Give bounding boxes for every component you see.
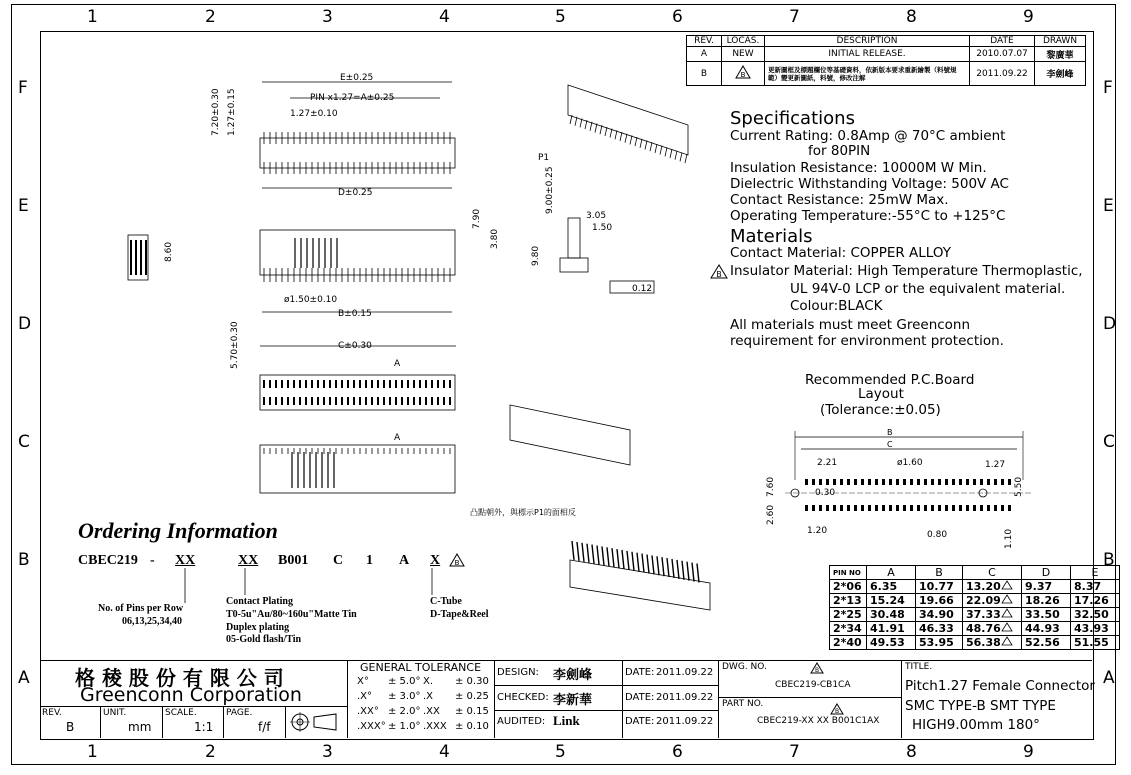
pin-dimension-table [829,565,1120,650]
dim-127-height: 1.27±0.15 [227,88,237,136]
part-no-value: CBEC219-XX XX B001C1AX [757,716,880,726]
pin-header-e: E [1071,566,1120,580]
rev-value: A [687,47,722,62]
zone-col-bottom: 4 [439,742,450,762]
page-value: f/f [258,720,271,734]
locas-value: NEW [722,47,765,62]
pin-table-cell: 19.66 [916,594,963,608]
ordering-plating-1: T0-5u"Au/80~160u"Matte Tin [226,609,357,620]
design-value: 李劍峰 [553,668,593,683]
note-p1-orientation: 凸點朝外，與標示P1的面相反 [470,508,576,517]
dim-860: 8.60 [164,241,174,262]
divider [494,710,718,711]
ordering-pack-1: C-Tube [430,596,462,607]
pcb-layout-title: Recommended P.C.Board [805,372,975,388]
pin-table-cell: 18.26 [1022,594,1071,608]
zone-row-left: E [18,196,29,216]
ordering-plating-label: Contact Plating [226,596,293,607]
pin-table-cell: 32.50 [1071,608,1120,622]
spec-current-rating-note: for 80PIN [808,143,871,159]
material-insulator: Insulator Material: High Temperature Thermoplastic, [730,263,1083,279]
ordering-code-part: XX [238,553,259,568]
pcb-pad-row-top [805,479,1011,485]
audited-date-value: 2011.09.22 [656,716,714,727]
pcb-dim-030: 0.30 [815,488,836,498]
dwg-revision-triangle-icon [810,662,824,674]
rev-value: B [66,720,75,734]
ordering-code-part: B001 [278,553,309,568]
label-p1: P1 [538,153,550,163]
ordering-pack-2: D-Tape&Reel [430,609,489,620]
zone-col-top: 4 [439,7,450,27]
svg-text:B: B [716,270,722,279]
pin-revision-triangle-icon [1001,580,1013,590]
svg-text:B: B [454,559,460,567]
dim-380: 3.80 [490,228,500,249]
date-value: 2010.07.07 [970,47,1035,62]
pcb-dim-550: 5.50 [1014,476,1024,497]
divider [622,660,623,738]
zone-row-left: B [18,550,30,570]
dim-570: 5.70±0.30 [230,321,240,369]
design-label: DESIGN: [497,667,539,678]
tolerance-cell: .X° [357,691,373,702]
description-value: 更新圖框及標題欄位等基礎資料，依新版本要求重新繪製（料號規範）變更新圖紙，料號，修改注解 [765,62,970,86]
zone-col-top: 7 [789,7,800,27]
ordering-pins-label: No. of Pins per Row [98,603,184,614]
dwg-no-label: DWG. NO. [722,662,767,672]
pin-header-b: B [916,566,963,580]
connector-iso-lower [560,535,720,615]
materials-note-1: All materials must meet Greenconn [730,317,971,333]
tolerance-cell: .XX° [357,706,379,717]
locas-header: LOCAS. [722,36,765,47]
dim-305: 3.05 [586,211,607,221]
projection-symbol-icon [290,710,342,734]
ordering-plating-3: 05-Gold flash/Tin [226,634,302,645]
pin-table-header [830,566,1120,580]
tolerance-cell: ± 1.0° [388,721,421,732]
pin-revision-triangle-icon [1001,622,1013,632]
tolerance-cell: ± 0.25 [455,691,489,702]
dim-flatness: 0.12 [632,284,653,294]
dim-pin-pitch: PIN x1.27=A±0.25 [310,93,395,103]
tolerance-cell: X. [423,676,434,687]
zone-row-right: E [1103,196,1114,216]
pcb-dim-080: 0.80 [927,530,948,540]
audited-value: Link [553,713,580,728]
pin-table-cell: 53.95 [916,636,963,650]
zone-row-left: A [18,668,30,688]
pcb-dim-127: 1.27 [985,460,1006,470]
zone-col-top: 6 [672,7,683,27]
description-value: INITIAL RELEASE. [765,47,970,62]
material-contact: Contact Material: COPPER ALLOY [730,245,951,261]
spec-dielectric: Dielectric Withstanding Voltage: 500V AC [730,176,1009,192]
pcb-layout-tolerance: (Tolerance:±0.05) [820,402,941,418]
rev-value: B [687,62,722,86]
pcb-dim-b: B [887,428,893,437]
revision-triangle-icon [735,65,751,79]
mechanical-drawings [164,70,720,530]
spec-contact-resistance: Contact Resistance: 25mW Max. [730,192,949,208]
pin-table-cell: 10.77 [916,580,963,594]
checked-date-label: DATE: [625,692,655,703]
dim-900: 9.00±0.25 [545,166,555,214]
pcb-dim-120: 1.20 [807,526,828,536]
ordering-pins-values: 06,13,25,34,40 [122,616,182,627]
pin-table-cell: 22.09 [963,594,1022,608]
company-name-en: Greenconn Corporation [80,684,302,706]
spec-operating-temp: Operating Temperature:-55°C to +125°C [730,208,1006,224]
dim-d: D±0.25 [338,188,373,198]
pcb-layout-title-2: Layout [858,386,904,402]
tolerance-cell: X° [357,676,369,687]
drawn-value: 黎廣華 [1035,47,1086,62]
date-header: DATE [970,36,1035,47]
pin-table-cell: 43.93 [1071,622,1120,636]
divider [901,660,902,738]
pin-table-cell: 51.55 [1071,636,1120,650]
dim-150-width: 1.50 [592,223,613,233]
pin-table-cell: 15.24 [867,594,916,608]
drawn-header: DRAWN [1035,36,1086,47]
pin-table-cell: 34.90 [916,608,963,622]
divider [718,697,901,698]
pin-table-row [830,594,1120,608]
revision-table [686,35,1086,86]
title-line-1: Pitch1.27 Female Connector [905,678,1095,694]
spec-current-rating: Current Rating: 0.8Amp @ 70°C ambient [730,128,1006,144]
spec-insulation: Insulation Resistance: 10000M W Min. [730,160,987,176]
drawn-value: 李劍峰 [1035,62,1086,86]
ordering-code-part: XX [175,553,196,568]
pin-table-cell: 9.37 [1022,580,1071,594]
rev-header: REV. [687,36,722,47]
ordering-code-part: 1 [366,553,373,568]
pin-header-c: C [963,566,1022,580]
ordering-plating-2: Duplex plating [226,622,290,633]
pin-table-row [830,608,1120,622]
tolerance-cell: .X [423,691,434,702]
locas-value [722,62,765,86]
divider [718,660,719,738]
pcb-pad-row-bottom [805,505,1011,511]
revision-header-row [687,36,1086,47]
tolerance-cell: .XX [423,706,440,717]
divider [494,660,495,738]
pin-table-cell: 6.35 [867,580,916,594]
pin-table-cell: 52.56 [1022,636,1071,650]
divider [100,706,101,738]
pin-table-cell: 2*13 [830,594,867,608]
tolerance-cell: .XXX [423,721,447,732]
zone-col-top: 9 [1023,7,1034,27]
dim-720: 7.20±0.30 [211,88,221,136]
pin-table-cell: 56.38 [963,636,1022,650]
divider [347,660,348,738]
tolerance-cell: ± 0.15 [455,706,489,717]
pin-table-cell: 37.33 [963,608,1022,622]
pcb-dim-hole: ø1.60 [897,458,923,468]
zone-col-top: 3 [322,7,333,27]
pin-table-cell: 30.48 [867,608,916,622]
materials-heading: Materials [730,226,813,247]
zone-row-left: C [18,432,30,452]
checked-date-value: 2011.09.22 [656,692,714,703]
zone-row-right: A [1103,668,1115,688]
material-colour: Colour:BLACK [790,298,883,314]
pin-table-cell: 49.53 [867,636,916,650]
dim-980: 9.80 [531,245,541,266]
materials-note-2: requirement for environment protection. [730,333,1004,349]
part-revision-triangle-icon [830,703,844,715]
dim-790: 7.90 [472,208,482,229]
pin-table-cell: 46.33 [916,622,963,636]
pin-table-cell: 44.93 [1022,622,1071,636]
tolerance-title: GENERAL TOLERANCE [360,661,482,674]
zone-row-right: F [1103,78,1113,98]
svg-text:B: B [740,71,746,79]
revision-row-a [687,47,1086,62]
scale-value: 1:1 [194,720,214,734]
pcb-dim-c: C [887,440,893,449]
zone-col-top: 8 [906,7,917,27]
pin-table-cell: 2*25 [830,608,867,622]
pin-header-d: D [1022,566,1071,580]
zone-col-top: 5 [555,7,566,27]
pcb-dim-260: 2.60 [766,504,776,525]
section-view-pins [264,448,450,488]
pin-table-cell: 2*40 [830,636,867,650]
pin-header-a: A [867,566,916,580]
divider [285,706,286,738]
zone-row-right: D [1103,314,1117,334]
audited-date-label: DATE: [625,716,655,727]
zone-col-bottom: 2 [205,742,216,762]
pin-table-cell: 2*06 [830,580,867,594]
pin-table-cell: 41.91 [867,622,916,636]
zone-col-bottom: 3 [322,742,333,762]
tolerance-cell: ± 0.30 [455,676,489,687]
company-name-cn: 格 稜 股 份 有 限 公 司 [75,666,284,690]
zone-row-right: B [1103,550,1115,570]
pin-table-cell: 2*34 [830,622,867,636]
ordering-code-part: C [333,553,344,568]
zone-row-right: C [1103,432,1115,452]
pcb-dim-110: 1.10 [1004,528,1014,549]
dim-b: B±0.15 [338,309,372,319]
pin-revision-triangle-icon [1001,636,1013,646]
divider [162,706,163,738]
specifications-heading: Specifications [730,108,855,129]
unit-value: mm [128,720,152,734]
zone-col-top: 2 [205,7,216,27]
unit-label: UNIT. [103,708,127,718]
zone-col-bottom: 7 [789,742,800,762]
dim-hole-150: ø1.50±0.10 [284,295,338,305]
ordering-title: Ordering Information [78,518,278,543]
tolerance-cell: .XXX° [357,721,386,732]
revision-row-b [687,62,1086,86]
material-insulator-ul: UL 94V-0 LCP or the equivalent material. [790,281,1066,297]
title-label: TITLE. [905,662,933,672]
section-a-bottom: A [394,433,401,443]
svg-text:B: B [834,708,840,715]
title-line-2: SMC TYPE-B SMT TYPE [905,698,1056,714]
pin-table-cell: 33.50 [1022,608,1071,622]
description-header: DESCRIPTION [765,36,970,47]
tolerance-cell: ± 2.0° [388,706,421,717]
zone-row-left: F [18,78,28,98]
divider [223,706,224,738]
pin-table-cell: 8.37 [1071,580,1120,594]
pcb-layout-drawing [755,425,1075,560]
zone-col-bottom: 8 [906,742,917,762]
pin-table-cell: 48.76 [963,622,1022,636]
dim-e: E±0.25 [340,73,374,83]
tolerance-cell: ± 0.10 [455,721,489,732]
pcb-dim-760: 7.60 [766,476,776,497]
design-date-value: 2011.09.22 [656,667,714,678]
pin-header-pin: PIN NO [830,566,867,580]
design-date-label: DATE: [625,667,655,678]
tolerance-cell: ± 3.0° [388,691,421,702]
date-value: 2011.09.22 [970,62,1035,86]
audited-label: AUDITED: [497,716,546,727]
checked-value: 李新華 [553,693,593,708]
part-no-label: PART NO. [722,699,764,709]
zone-col-bottom: 1 [87,742,98,762]
zone-row-left: D [18,314,32,334]
pin-table-cell: 13.20 [963,580,1022,594]
zone-col-bottom: 9 [1023,742,1034,762]
title-line-3: HIGH9.00mm 180° [912,717,1040,733]
zone-col-top: 1 [87,7,98,27]
bottom-view-pins [263,380,451,405]
svg-text:B: B [814,667,820,674]
divider [494,685,718,686]
pin-revision-triangle-icon [1001,594,1013,604]
pin-table-row [830,580,1120,594]
ordering-code-part: A [399,553,410,568]
dim-c: C±0.30 [338,341,372,351]
page-label: PAGE. [226,708,253,718]
ordering-code-part: X [430,553,441,568]
pin-table-row [830,636,1120,650]
zone-col-bottom: 5 [555,742,566,762]
tolerance-cell: ± 5.0° [388,676,421,687]
ordering-code-part: CBEC219 [78,553,138,568]
dwg-no-value: CBEC219-CB1CA [775,680,851,690]
checked-label: CHECKED: [497,692,549,703]
pin-table-cell: 17.26 [1071,594,1120,608]
pcb-dim-221: 2.21 [817,458,838,468]
section-a-top: A [394,359,401,369]
zone-col-bottom: 6 [672,742,683,762]
ordering-code-part: - [150,553,155,568]
scale-label: SCALE. [165,708,197,718]
pin-revision-triangle-icon [1001,608,1013,618]
rev-label: REV. [42,708,62,718]
pin-table-row [830,622,1120,636]
dim-127-pitch: 1.27±0.10 [290,109,338,119]
